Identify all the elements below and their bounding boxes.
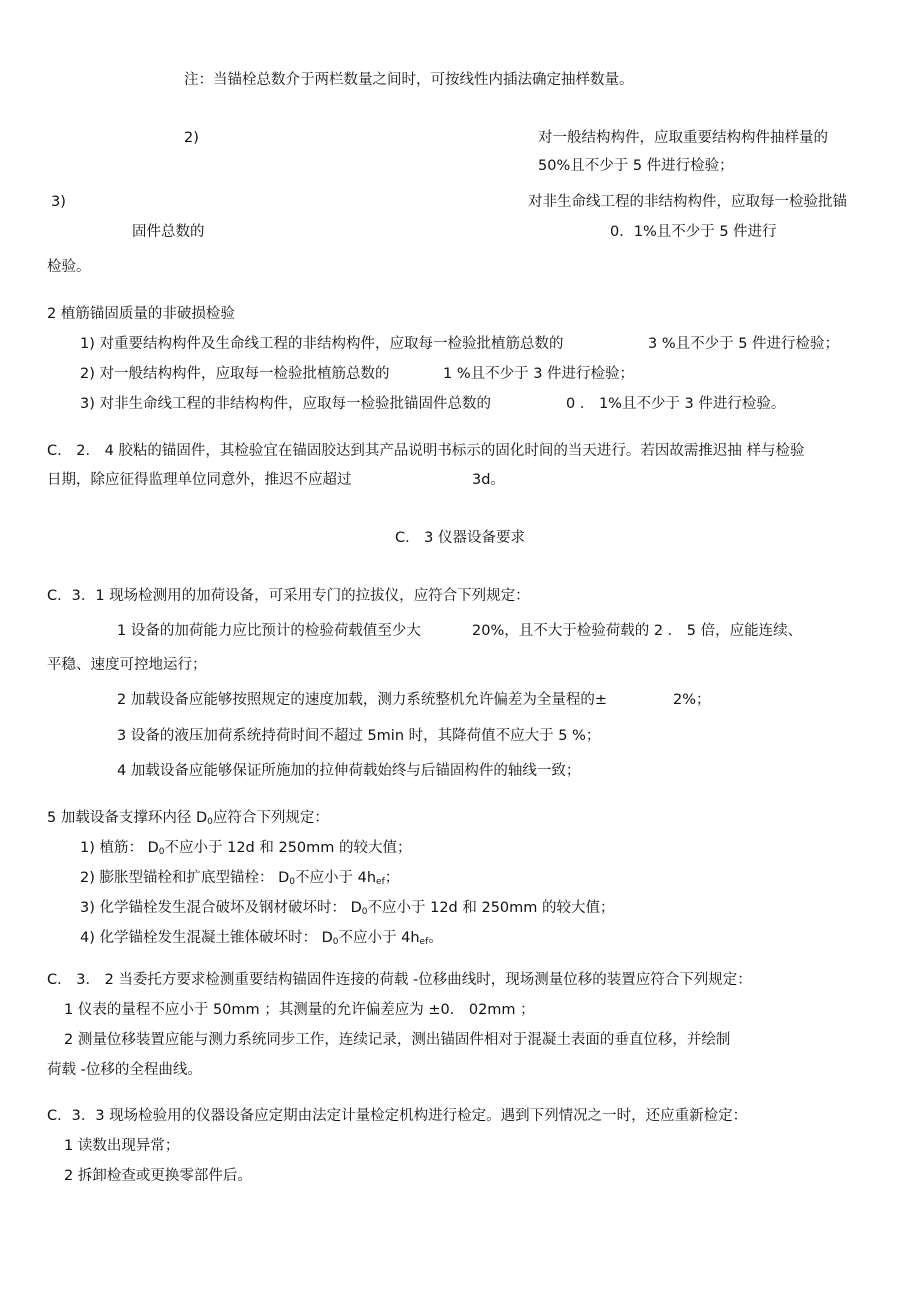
paragraph-line: C．3．3 现场检验用的仪器设备应定期由法定计量检定机构进行检定。遇到下列情况之一时，还应重新检定： [47,1108,748,1124]
paragraph-line: 50%且不少于 5 件进行检验； [538,158,734,174]
list-item: 1) 植筋： $D_0$不应小于 12d 和 250mm 的较大值； [80,840,412,857]
section-heading: 2 植筋锚固质量的非破损检验 [47,306,235,322]
list-item: 2 拆卸检查或更换零部件后。 [64,1168,252,1184]
list-item: 4 加载设备应能够保证所施加的拉伸荷载始终与后锚固构件的轴线一致； [117,763,581,779]
paragraph-line: C．3．1 现场检测用的加荷设备，可采用专门的拉拔仪，应符合下列规定： [47,588,530,604]
list-item: 1 设备的加荷能力应比预计的检验荷载值至少大 [117,623,421,639]
section-title: C． 3 仪器设备要求 [394,530,526,546]
list-item: 3 设备的液压加荷系统持荷时间不超过 5min 时，其降荷值不应大于 5 %； [117,728,601,744]
list-item-tail: 0 ． 1%且不少于 3 件进行检验。 [566,396,786,412]
paragraph-line: 3d。 [472,472,505,488]
list-item: 3) 化学锚栓发生混合破坏及钢材破坏时： $D_0$不应小于 12d 和 250mm 的较大值； [80,900,615,917]
paragraph-line: 对非生命线工程的非结构构件，应取每一检验批锚 [528,194,847,210]
list-item: 2 加载设备应能够按照规定的速度加载，测力系统整机允许偏差为全量程的± [117,692,607,708]
section-heading: 5 加载设备支撑环内径 $D_0$应符合下列规定： [47,810,329,827]
list-item: 2 测量位移装置应能与测力系统同步工作，连续记录，测出锚固件相对于混凝土表面的垂直位移，并绘制 [64,1032,731,1048]
paragraph-line: 固件总数的 [132,224,205,240]
list-item-tail: 3 %且不少于 5 件进行检验； [648,336,840,352]
list-item-tail: 20%，且不大于检验荷载的 2 ． 5 倍，应能连续、 [472,623,803,639]
paragraph-line: 对一般结构构件，应取重要结构构件抽样量的 [538,130,828,146]
list-item: 2) 膨胀型锚栓和扩底型锚栓： $D_0$不应小于 $4h_{ef}$； [80,870,400,887]
paragraph-line: C． 3． 2 当委托方要求检测重要结构锚固件连接的荷载 -位移曲线时，现场测量位移的装置应符合下列规定： [47,972,752,988]
paragraph-line: C． 2． 4 胶粘的锚固件，其检验宜在锚固胶达到其产品说明书标示的固化时间的当天进行。若因故需推迟抽 样与检验 [47,443,805,459]
list-item-tail: 1 %且不少于 3 件进行检验； [443,366,635,382]
list-item: 4) 化学锚栓发生混凝土锥体破坏时： $D_0$不应小于 $4h_{ef}$。 [80,930,443,947]
note-text: 注：当锚栓总数介于两栏数量之间时，可按线性内插法确定抽样数量。 [184,72,634,88]
item-number: 3) [51,194,66,210]
paragraph-line: 荷载 -位移的全程曲线。 [47,1062,202,1078]
list-item: 1 仪表的量程不应小于 50mm ；其测量的允许偏差应为 ±0． 02mm ； [64,1002,535,1018]
list-item: 2) 对一般结构构件，应取每一检验批植筋总数的 [80,366,390,382]
list-item: 1) 对重要结构构件及生命线工程的非结构构件，应取每一检验批植筋总数的 [80,336,564,352]
list-item: 3) 对非生命线工程的非结构构件，应取每一检验批锚固件总数的 [80,396,491,412]
list-item: 1 读数出现异常； [64,1138,180,1154]
list-item-tail: 2%； [673,692,711,708]
paragraph-line: 检验。 [47,259,91,275]
item-number: 2) [184,130,199,146]
paragraph-line: 0．1%且不少于 5 件进行 [610,224,777,240]
paragraph-line: 平稳、速度可控地运行； [47,657,207,673]
paragraph-line: 日期，除应征得监理单位同意外，推迟不应超过 [47,472,352,488]
